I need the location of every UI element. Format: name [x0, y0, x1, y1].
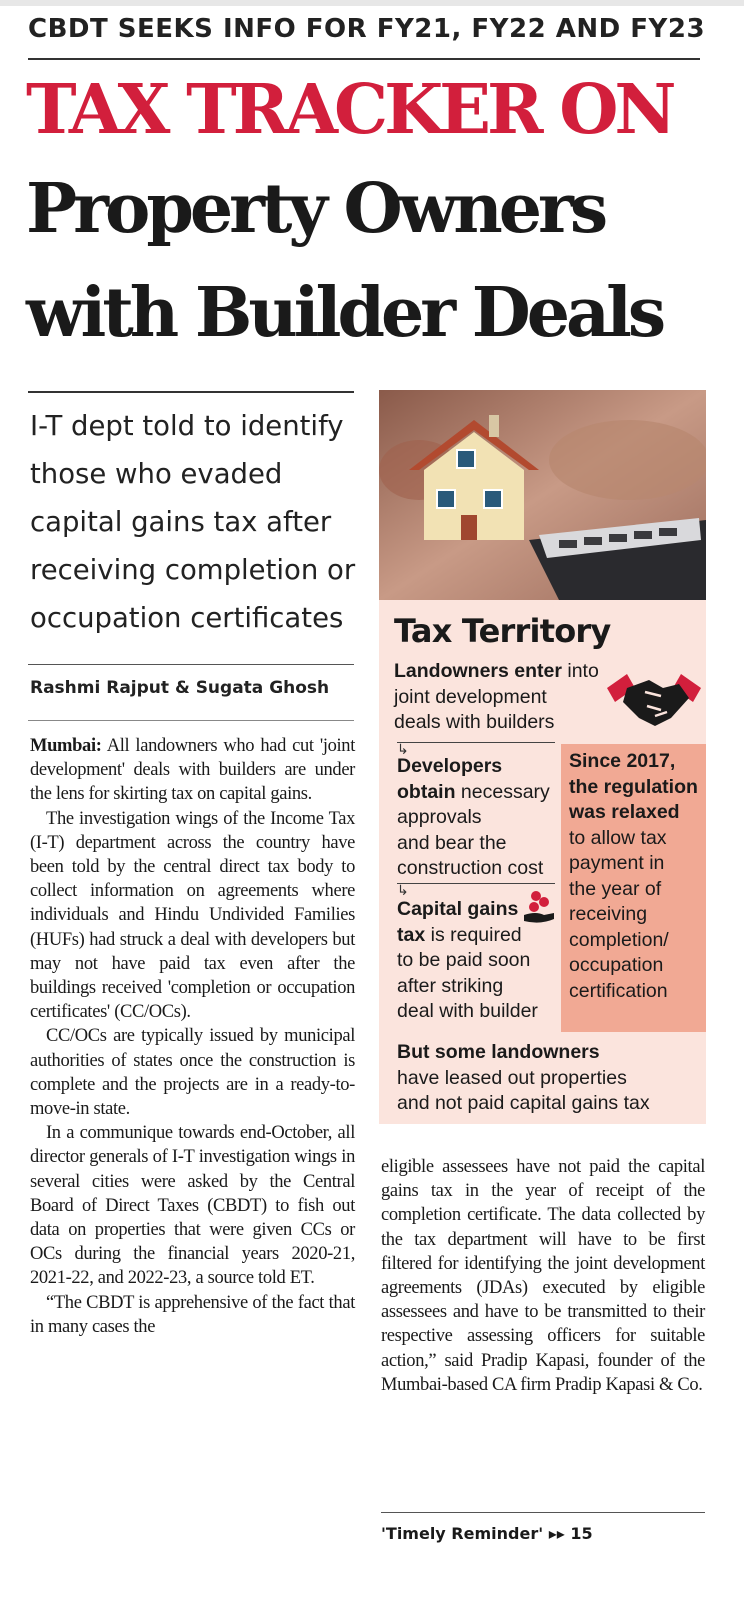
deck	[30, 402, 360, 642]
step-bold: obtain	[397, 780, 456, 803]
article-column-1	[30, 734, 355, 1339]
paragraph-2: The investigation wings of the Income Tax (I-T) department across the country have been told by the central direct tax body to collect information on agreements where individuals and Hindu Undivided Families (HUFs) had struck a deal with developers but may not have paid tax even after the buildings received 'completion or occupation certificates' (CC/OCs).	[30, 808, 355, 1023]
dateline: Mumbai:	[30, 736, 102, 756]
step-text: and not paid capital gains tax	[397, 1092, 650, 1114]
footer-rule	[381, 1512, 705, 1513]
box-step-landowners-leased	[397, 1040, 697, 1117]
step-text: receiving	[569, 903, 648, 925]
box-divider	[397, 742, 555, 743]
step-text: completion/	[569, 928, 669, 951]
step-bold: Capital gains	[397, 898, 519, 920]
step-bold: Landowners enter	[394, 660, 562, 682]
step-bold: Since 2017,	[569, 750, 676, 772]
box-step-since-2017	[569, 749, 703, 1004]
step-text: construction cost	[397, 857, 544, 879]
step-text: after striking	[397, 974, 504, 997]
box-step-developers	[397, 754, 557, 882]
step-text: to be paid soon	[397, 949, 531, 971]
paragraph-3: CC/OCs are typically issued by municipal authorities of states once the construction is complete and the projects are in a ready-to-move-in state.	[30, 1026, 355, 1120]
step-text: deals with builders	[394, 711, 555, 733]
kicker-headline: CBDT SEEKS INFO FOR FY21, FY22 AND FY23	[28, 14, 706, 44]
step-text: into	[561, 660, 599, 682]
step-text: deal with builder	[397, 1000, 538, 1022]
step-text: necessary	[455, 780, 550, 803]
paragraph-5: “The CBDT is apprehensive of the fact that in many cases the	[30, 1292, 355, 1337]
handshake-icon	[605, 666, 703, 738]
kicker-rule	[28, 58, 700, 60]
deck-line: receiving completion or	[30, 554, 356, 586]
coins-hand-icon	[522, 887, 556, 927]
top-band	[0, 0, 744, 6]
paragraph-text: All landowners who had cut 'joint development' deals with builders are under the lens for skirting tax on capital gains.	[30, 736, 355, 805]
tax-territory-title: Tax Territory	[394, 612, 611, 650]
house-calculator-photo	[379, 390, 706, 600]
step-text: occupation	[569, 954, 664, 976]
byline: Rashmi Rajput & Sugata Ghosh	[30, 678, 330, 698]
article-column-2	[381, 1155, 705, 1397]
step-text: the year of	[569, 877, 662, 900]
paragraph-6: eligible assessees have not paid the capital gains tax in the year of receipt of the completion certificate. The data collected by the tax department will have to be first filtered for identifying the joint development agreements (JDAs) executed by eligible assessees and have to be transmitted to their respective assessing officers for suitable action,” said Pradip Kapasi, founder of the Mumbai-based CA firm Pradip Kapasi & Co.	[381, 1157, 705, 1395]
step-bold: But some landowners	[397, 1041, 600, 1063]
step-bold: Developers	[397, 755, 503, 777]
headline-line-1: TAX TRACKER ON	[26, 70, 673, 150]
step-bold: was relaxed	[569, 801, 680, 823]
byline-rule	[28, 720, 354, 721]
step-bold: tax	[397, 923, 426, 946]
step-bold: the regulation	[569, 775, 698, 798]
step-text: joint development	[394, 685, 547, 708]
headline-line-3: with Builder Deals	[26, 273, 663, 353]
step-text: to allow tax	[569, 826, 667, 849]
deck-line: occupation certificates	[30, 602, 344, 634]
paragraph-4: In a communique towards end-October, all director generals of I-T investigation wings in several cities were asked by the Central Board of Direct Taxes (CBDT) to fish out data on properties that were given CCs or OCs during the financial years 2020-21, 2021-22, and 2022-23, a source told ET.	[30, 1123, 355, 1289]
headline-line-2: Property Owners	[26, 169, 605, 249]
step-text: have leased out properties	[397, 1066, 627, 1089]
deck-rule-top	[28, 391, 354, 393]
arrow-icon: ↳	[397, 742, 409, 758]
paragraph-1	[30, 734, 355, 807]
deck-line: I-T dept told to identify	[30, 410, 344, 442]
step-text: is required	[425, 923, 522, 946]
deck-line: capital gains tax after	[30, 506, 332, 538]
deck-rule-bottom	[28, 664, 354, 665]
deck-line: those who evaded	[30, 458, 283, 490]
continued-reference: 'Timely Reminder' ▸▸ 15	[381, 1524, 593, 1543]
box-divider	[397, 883, 555, 884]
step-text: certification	[569, 979, 668, 1002]
step-text: approvals	[397, 806, 482, 828]
step-text: and bear the	[397, 831, 507, 854]
arrow-icon: ↳	[397, 883, 409, 899]
step-text: payment in	[569, 852, 665, 874]
box-step-landowners	[394, 659, 614, 736]
